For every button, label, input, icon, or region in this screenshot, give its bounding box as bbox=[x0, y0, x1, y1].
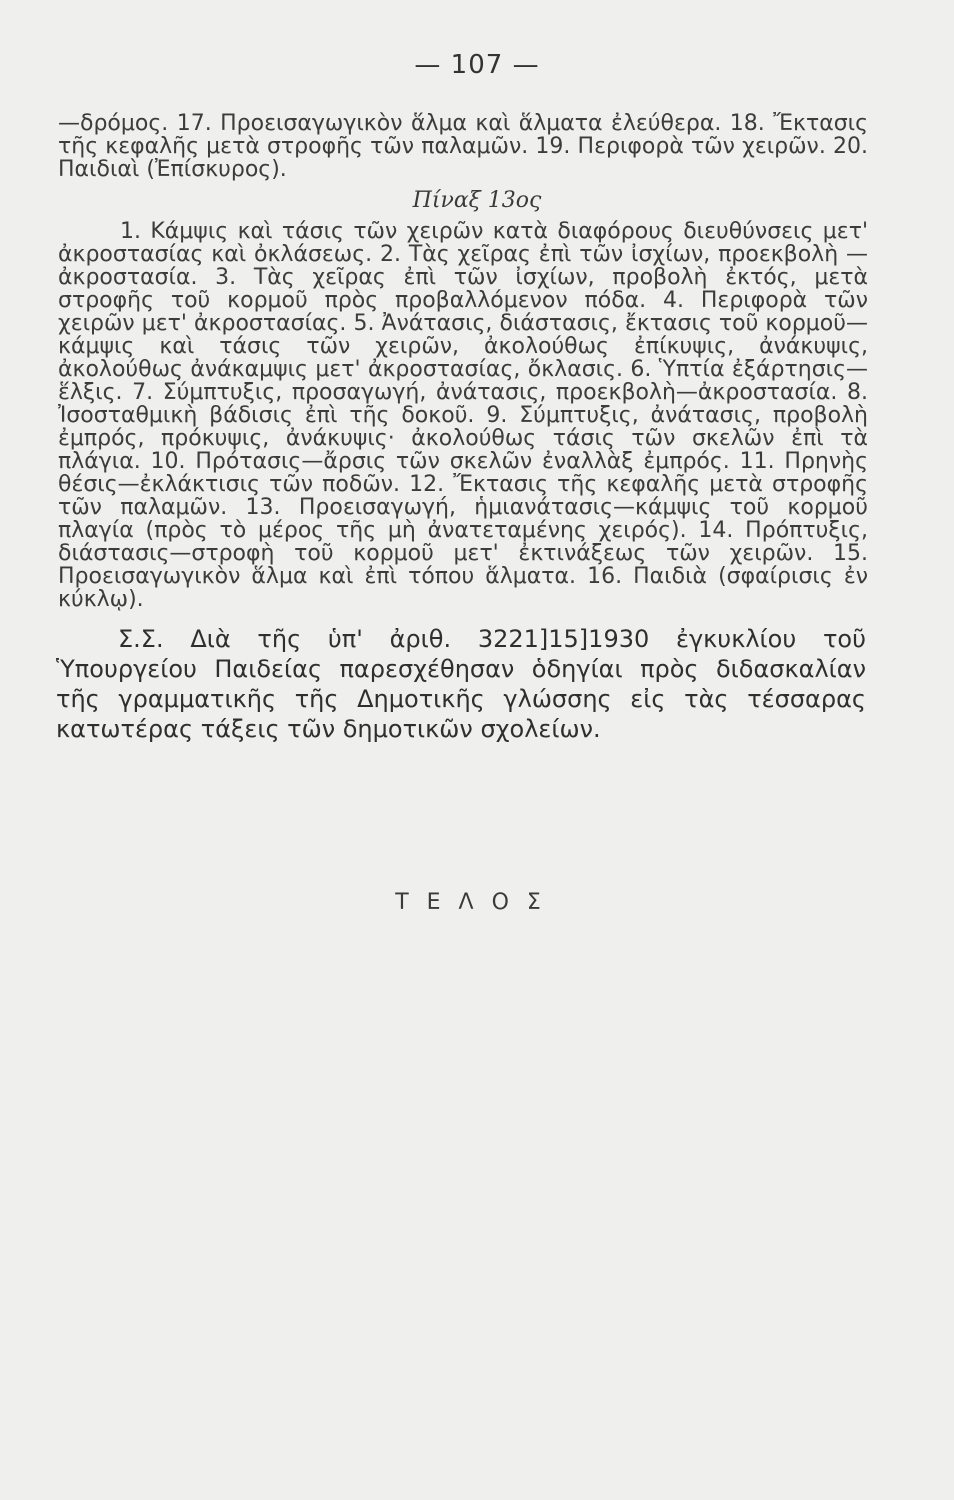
continuation-paragraph: —δρόμος. 17. Προεισαγωγικὸν ἅλμα καὶ ἅλματα ἐλεύθερα. 18. Ἔκτασις τῆς κεφαλῆς μετὰ στροφῆς τῶν παλαμῶν. 19. Περιφορὰ τῶν χειρῶν. 20. Παιδιαὶ (Ἐπίσκυρος). bbox=[58, 111, 868, 182]
table-exercises-paragraph: 1. Κάμψις καὶ τάσις τῶν χειρῶν κατὰ διαφόρους διευθύνσεις μετ' ἀκροστασίας καὶ ὀκλάσεως. 2. Τὰς χεῖρας ἐπὶ τῶν ἰσχίων, προεκβολὴ —ἀκροστασία. 3. Τὰς χεῖρας ἐπὶ τῶν ἰσχίων, προβολὴ ἐκτός, μετὰ στροφῆς τοῦ κορμοῦ πρὸς προβαλλόμενον πόδα. 4. Περιφορὰ τῶν χειρῶν μετ' ἀκροστασίας. 5. Ἀνάτασις, διάστασις, ἔκτασις τοῦ κορμοῦ—κάμψις καὶ τάσις τῶν χειρῶν, ἀκολούθως ἐπίκυψις, ἀνάκυψις, ἀκολούθως ἀνάκαμψις μετ' ἀκροστασίας, ὄκλασις. 6. Ὑπτία ἐξάρτησις—ἕλξις. 7. Σύμπτυξις, προσαγωγή, ἀνάτασις, προεκβολὴ—ἀκροστασία. 8. Ἰσοσταθμικὴ βάδισις ἐπὶ τῆς δοκοῦ. 9. Σύμπτυξις, ἀνάτασις, προβολὴ ἐμπρός, πρόκυψις, ἀνάκυψις· ἀκολούθως τάσις τῶν σκελῶν ἐπὶ τὰ πλάγια. 10. Πρότασις—ἄρσις τῶν σκελῶν ἐναλλὰξ ἐμπρός. 11. Πρηνὴς θέσις—ἐκλάκτισις τῶν ποδῶν. 12. Ἔκτασις τῆς κεφαλῆς μετὰ στροφῆς τῶν παλαμῶν. 13. Προεισαγωγή, ἡμιανάτασις—κάμψις τοῦ κορμοῦ πλαγία (πρὸς τὸ μέρος τῆς μὴ ἀνατεταμένης χειρός). 14. Πρόπτυξις, διάστασις—στροφὴ τοῦ κορμοῦ μετ' ἐκτινάξεως τῶν χειρῶν. 15. Προεισαγωγικὸν ἅλμα καὶ ἐπὶ τόπου ἅλματα. 16. Παιδιὰ (σφαίρισις ἐν κύκλῳ). bbox=[58, 219, 868, 612]
end-mark: ΤΕΛΟΣ bbox=[395, 890, 559, 915]
editor-note-paragraph: Σ.Σ. Διὰ τῆς ὑπ' ἀριθ. 3221]15]1930 ἐγκυκλίου τοῦ Ὑπουργείου Παιδείας παρεσχέθησαν ὁδηγίαι πρὸς διδασκαλίαν τῆς γραμματικῆς τῆς Δημοτικῆς γλώσσης εἰς τὰς τέσσαρας κατωτέρας τάξεις τῶν δημοτικῶν σχολείων. bbox=[56, 625, 866, 743]
table-heading: Πίναξ 13ος bbox=[412, 188, 542, 213]
page-number: — 107 — bbox=[414, 50, 540, 80]
